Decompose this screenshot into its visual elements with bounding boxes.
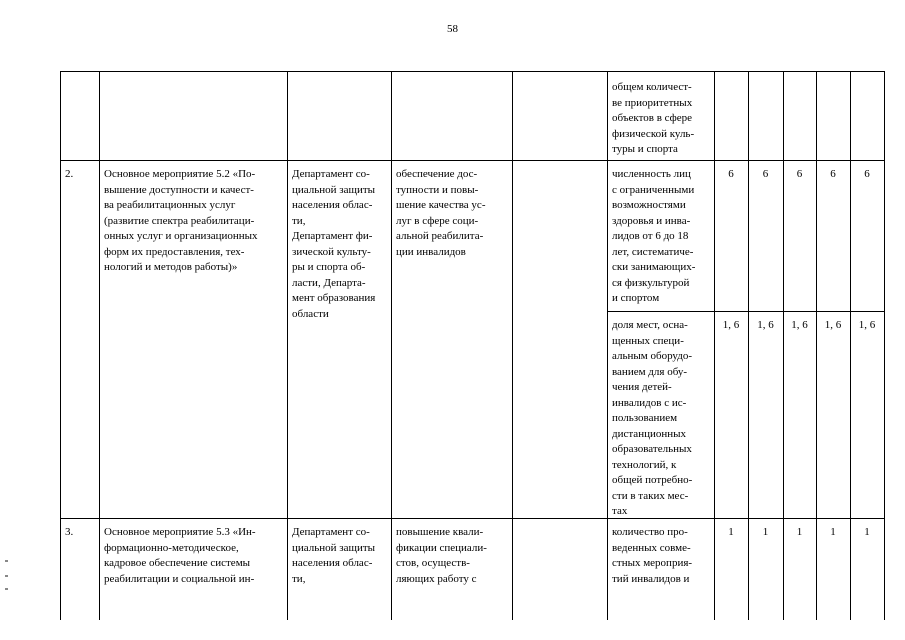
indicator-name: доля мест, осна- щенных специ- альным оборудо- ванием для обу- чения детей- инвалидов с ис- пользованием дистанционных образовательных технологий, к общей потребно- сти в таких мес- тах <box>612 319 693 517</box>
indicator-value: 1, 6 <box>858 319 876 331</box>
goal: обеспечение дос- тупности и повы- шение качества ус- луг в сфере соци- альной реабилита- ции инвалидов <box>396 168 486 258</box>
indicator-divider <box>607 311 884 312</box>
page-number: 58 <box>447 23 458 35</box>
indicator-value: 1 <box>762 526 769 538</box>
executor: Департамент со- циальной защиты населения облас- ти, <box>292 526 376 585</box>
indicator-value: 6 <box>762 168 769 180</box>
row-number: 3. <box>65 526 74 538</box>
event-name: Основное мероприятие 5.3 «Ин- формационно-методическое, кадровое обеспечение системы реабилитации и социальной ин- <box>104 526 256 585</box>
table-border-left <box>60 71 61 620</box>
indicator-name: численность лиц с ограниченными возможностями здоровья и инва- лидов от 6 до 18 лет, систематиче- ски занимающих- ся физкультурой и спортом <box>612 168 696 304</box>
indicator-value: 6 <box>864 168 870 180</box>
column-divider <box>99 71 100 620</box>
indicator-value: 1 <box>728 526 734 538</box>
row-divider <box>60 518 884 519</box>
indicator-value: 1 <box>796 526 803 538</box>
indicator-value: 1, 6 <box>824 319 842 331</box>
indicator-name: количество про- веденных совме- стных мероприя- тий инвалидов и <box>612 526 693 585</box>
column-divider <box>512 71 513 620</box>
indicator-value: 1, 6 <box>757 319 774 331</box>
column-divider <box>607 71 608 620</box>
indicator-name: общем количест- ве приоритетных объектов в сфере физической куль- туры и спорта <box>612 81 695 155</box>
indicator-value: 1, 6 <box>722 319 740 331</box>
executor: Департамент со- циальной защиты населения облас- ти, Департамент фи- зической культу- ры и спорта об- ласти, Департа- мент образования области <box>292 168 376 320</box>
scan-artifact <box>5 560 8 562</box>
row-number: 2. <box>65 168 74 180</box>
row-divider <box>60 160 884 161</box>
column-divider <box>287 71 288 620</box>
indicator-value: 1 <box>864 526 870 538</box>
table-border-top <box>60 71 884 72</box>
indicator-value: 6 <box>796 168 803 180</box>
event-name: Основное мероприятие 5.2 «По- вышение доступности и качест- ва реабилитационных услуг (развитие спектра реабилитаци- онных услуг и организационных форм их предоставления, тех- нологий и методов работы)» <box>104 168 258 273</box>
indicator-value: 6 <box>830 168 836 180</box>
indicator-value: 1, 6 <box>791 319 808 331</box>
indicator-value: 6 <box>728 168 734 180</box>
indicator-value: 1 <box>830 526 836 538</box>
goal: повышение квали- фикации специали- стов, осуществ- ляющих работу с <box>396 526 487 585</box>
scan-artifact <box>5 575 8 577</box>
scan-artifact <box>5 588 8 590</box>
table-border-right <box>884 71 885 620</box>
column-divider <box>391 71 392 620</box>
